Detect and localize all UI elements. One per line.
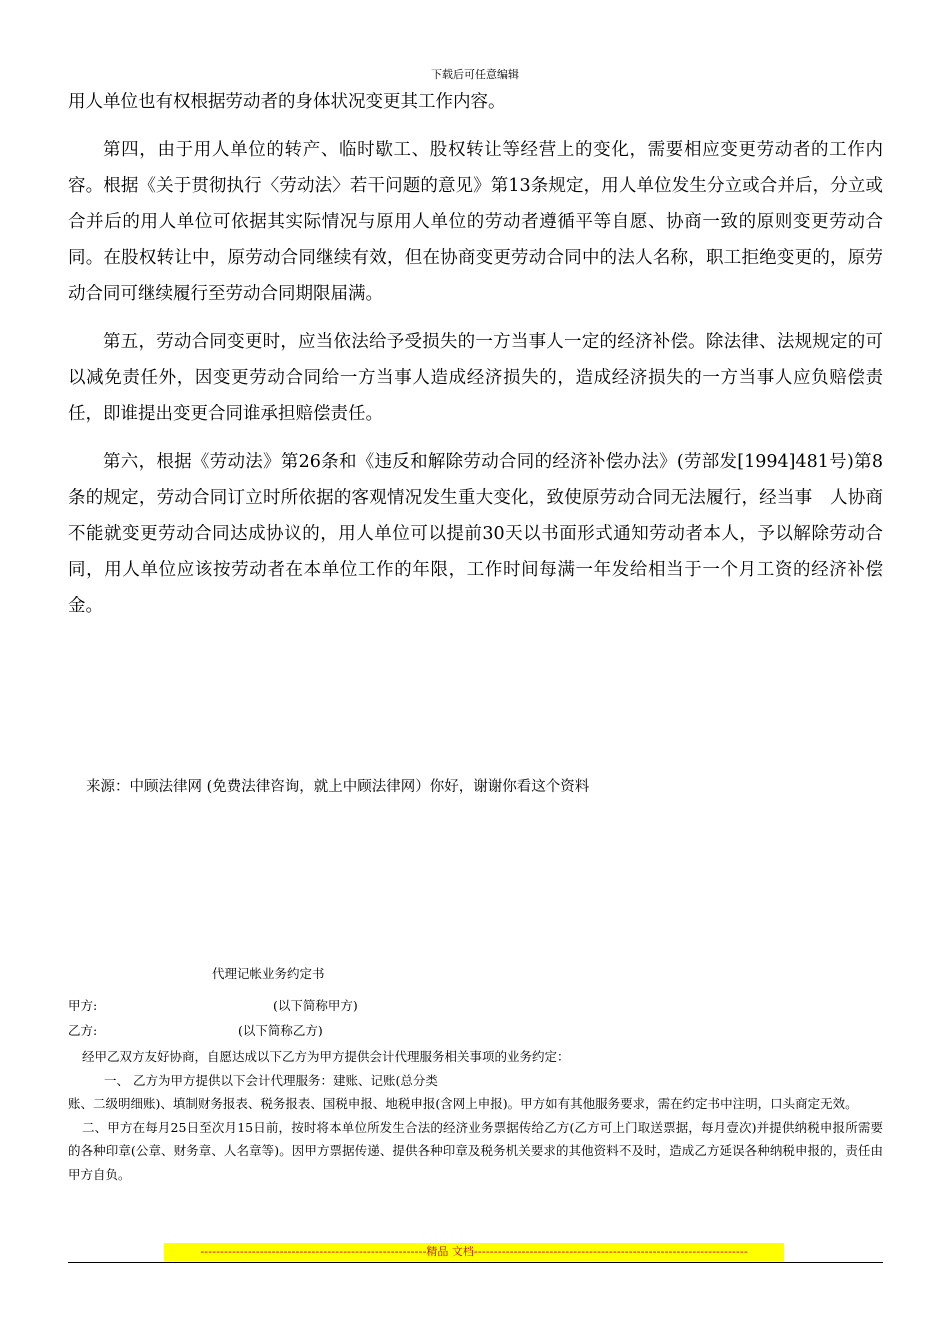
party-a-note: (以下简称甲方) [273,998,358,1013]
party-b-label: 乙方: [68,1023,98,1038]
clause-one-head: 一、 乙方为甲方提供以下会计代理服务：建账、记账(总分类 [104,1072,438,1088]
header-note: 下载后可任意编辑 [431,68,519,81]
paragraph-continuation: 用人单位也有权根据劳动者的身体状况变更其工作内容。 [68,92,506,112]
paragraph-sixth: 第六，根据《劳动法》第26条和《违反和解除劳动合同的经济补偿办法》(劳部发[1994]481号)第8条的规定，劳动合同订立时所依据的客观情况发生重大变化，致使原劳动合同无法履行，经当事 人协商不能就变更劳动合同达成协议的，用人单位可以提前30天以书面形式通知劳动者本人，予以解除劳动合同，用人单位应该按劳动者在本单位工作的年限，工作时间每满一年发给相当于一个月工资的经济补偿金。 [68,452,883,616]
party-a-label: 甲方: [68,998,98,1013]
clause-two: 二、甲方在每月25日至次月15日前，按时将本单位所发生合法的经济业务票据传给乙方(乙方可上门取送票据，每月壹次)并提供纳税申报所需要的各种印章(公章、财务章、人名章等)。因甲方票据传递、提供各种印章及税务机关要求的其他资料不及时，造成乙方延误各种纳税申报的，责任由甲方自负。 [68,1119,883,1182]
party-b-note: (以下简称乙方) [238,1023,323,1038]
source-line: 来源：中顾法律网 (免费法律咨询，就上中顾法律网）你好，谢谢你看这个资料 [86,779,590,795]
contract-intro: 经甲乙双方友好协商，自愿达成以下乙方为甲方提供会计代理服务相关事项的业务约定： [82,1049,570,1064]
footer-banner: ---------------------------------------------------------精品 文档--------------------------------------------------------------------- [164,1243,784,1261]
contract-clauses [68,1045,883,1186]
paragraph-fifth: 第五，劳动合同变更时，应当依法给予受损失的一方当事人一定的经济补偿。除法律、法规规定的可以减免责任外，因变更劳动合同给一方当事人造成经济损失的，造成经济损失的一方当事人应负赔偿责任，即谁提出变更合同谁承担赔偿责任。 [68,332,883,424]
clause-one-body: 账、二级明细账)、填制财务报表、税务报表、国税申报、地税申报(含网上申报)。甲方如有其他服务要求，需在约定书中注明，口头商定无效。 [68,1096,858,1111]
paragraph-fourth: 第四，由于用人单位的转产、临时歇工、股权转让等经营上的变化，需要相应变更劳动者的工作内容。根据《关于贯彻执行〈劳动法〉若干问题的意见》第13条规定，用人单位发生分立或合并后，分立或合并后的用人单位可依据其实际情况与原用人单位的劳动者遵循平等自愿、协商一致的原则变更劳动合同。在股权转让中，原劳动合同继续有效，但在协商变更劳动合同中的法人名称，职工拒绝变更的，原劳动合同可继续履行至劳动合同期限届满。 [68,140,883,304]
contract-title: 代理记帐业务约定书 [212,966,325,981]
article-body [68,84,883,624]
footer-divider [68,1262,883,1263]
